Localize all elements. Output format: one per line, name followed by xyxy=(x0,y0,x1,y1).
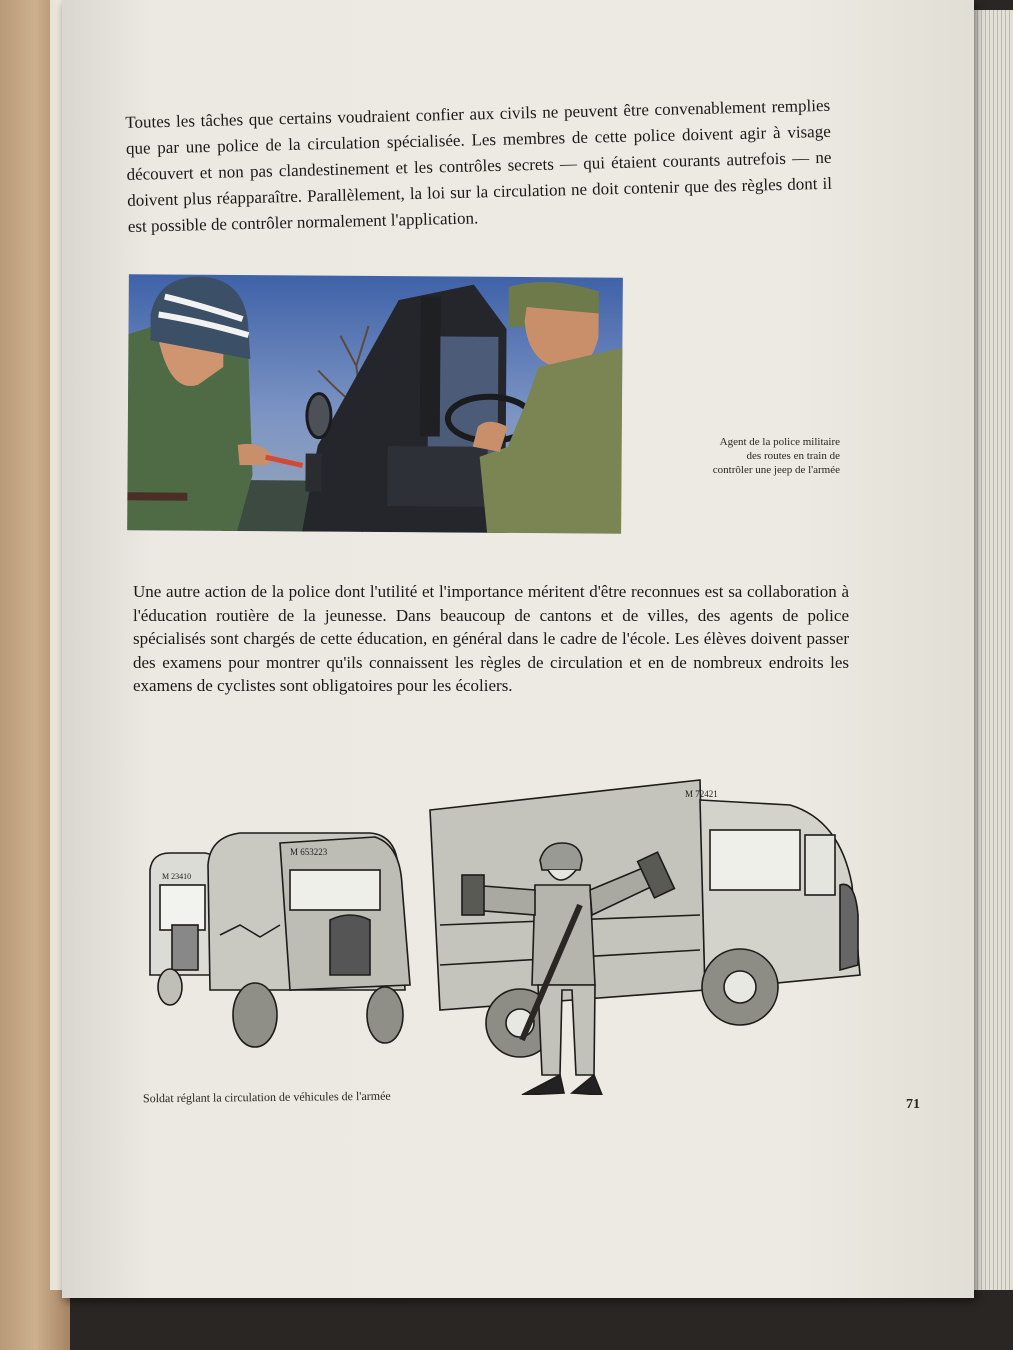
illustration-caption: Soldat réglant la circulation de véhicules de l'armée xyxy=(142,1088,391,1106)
truck-middle xyxy=(208,833,410,1047)
photo-caption-line-1: Agent de la police militaire xyxy=(719,436,840,448)
plate-small-truck: M 23410 xyxy=(162,872,192,881)
plate-large-truck: M 72421 xyxy=(685,789,718,799)
photo-caption-line-2: des routes en train de xyxy=(746,450,840,462)
photo-illustration xyxy=(127,274,623,533)
photo-military-police-jeep xyxy=(127,274,623,533)
illustration-drawing xyxy=(140,775,875,1095)
paragraph-police-specialisee: Toutes les tâches que certains voudraient confier aux civils ne peuvent être convenablement remplies que par une police de la circulation spécialisée. Les membres de cette police doivent agir à visage découvert et non pas clandestinement et les contrôles secrets — qui étaient courants autrefois — ne doivent plus réapparaître. Parallèlement, la loi sur la circulation ne doit contenir que des règles dont il est possible de contrôler normalement l'application. xyxy=(125,95,833,236)
photo-caption xyxy=(640,435,840,477)
photo-caption-line-3: contrôler une jeep de l'armée xyxy=(712,464,840,476)
page-number: 71 xyxy=(906,1097,920,1112)
paragraph-education-routiere: Une autre action de la police dont l'utilité et l'importance méritent d'être reconnues est sa collaboration à l'éducation routière de la jeunesse. Dans beaucoup de cantons et de villes, des agents de police spécialisés sont chargés de cette éducation, en général dans le cadre de l'école. Les élèves doivent passer des examens pour montrer qu'ils connaissent les règles de circulation et en de nombreux endroits les examens de cyclistes sont obligatoires pour les écoliers. xyxy=(133,582,849,695)
illustration-soldier-directing-trucks xyxy=(140,775,875,1095)
truck-large xyxy=(430,780,860,1057)
plate-middle-truck: M 653223 xyxy=(290,847,328,857)
